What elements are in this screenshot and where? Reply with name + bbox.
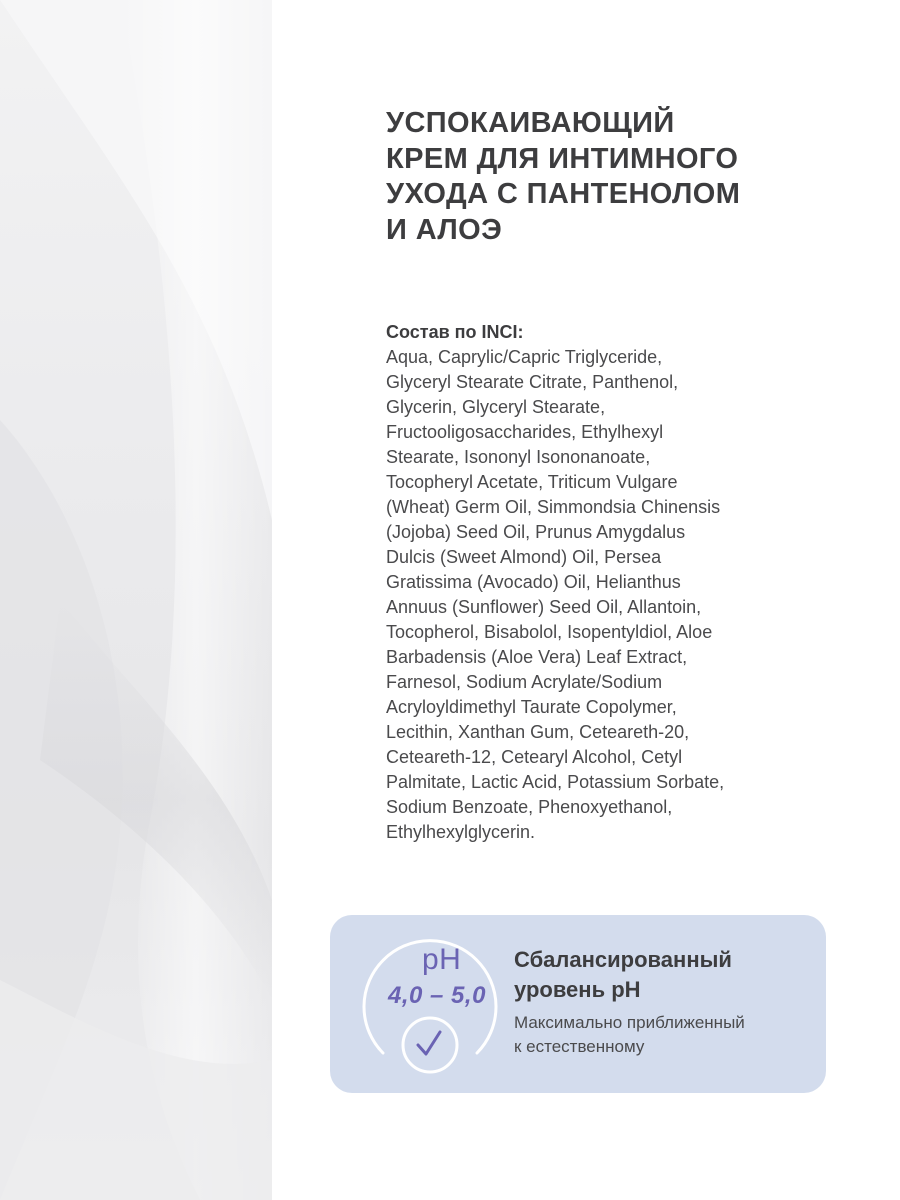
composition-line: Glycerin, Glyceryl Stearate, <box>386 397 606 417</box>
composition-line: Annuus (Sunflower) Seed Oil, Allantoin, <box>386 597 702 617</box>
product-title-line: УСПОКАИВАЮЩИЙ <box>386 107 675 139</box>
composition-line: Gratissima (Avocado) Oil, Helianthus <box>386 572 681 592</box>
product-title <box>386 106 846 248</box>
composition-line: Lecithin, Xanthan Gum, Ceteareth-20, <box>386 722 690 742</box>
composition-line: Barbadensis (Aloe Vera) Leaf Extract, <box>386 647 688 667</box>
composition-line: Glyceryl Stearate Citrate, Panthenol, <box>386 372 679 392</box>
product-title-line: УХОДА С ПАНТЕНОЛОМ <box>386 178 741 210</box>
ph-heading-line: уровень pH <box>514 977 641 1002</box>
ph-description-line: к естественному <box>514 1037 645 1056</box>
product-title-line: КРЕМ ДЛЯ ИНТИМНОГО <box>386 142 739 175</box>
composition-line: Ceteareth-12, Cetearyl Alcohol, Cetyl <box>386 747 683 767</box>
ph-description-line: Максимально приближенный <box>514 1013 745 1032</box>
ph-badge <box>350 915 510 1093</box>
composition-line: Fructooligosaccharides, Ethylhexyl <box>386 422 664 442</box>
check-circle-icon <box>403 1018 457 1072</box>
composition-line: Ethylhexylglycerin. <box>386 822 536 842</box>
cream-texture-panel <box>0 0 272 1200</box>
composition-line: Sodium Benzoate, Phenoxyethanol, <box>386 797 673 817</box>
composition-line: Tocopherol, Bisabolol, Isopentyldiol, Aloe <box>386 622 713 642</box>
composition-text <box>386 345 806 845</box>
composition-line: Tocopheryl Acetate, Triticum Vulgare <box>386 472 678 492</box>
ph-symbol: pH <box>422 943 462 976</box>
composition-line: Acryloyldimethyl Taurate Copolymer, <box>386 697 677 717</box>
ph-heading <box>514 945 732 1005</box>
composition-line: Dulcis (Sweet Almond) Oil, Persea <box>386 547 662 567</box>
composition-line: Aqua, Caprylic/Capric Triglyceride, <box>386 347 663 367</box>
composition-line: Stearate, Isononyl Isononanoate, <box>386 447 651 467</box>
ph-heading-line: Сбалансированный <box>514 947 732 972</box>
cream-texture-image <box>0 0 272 1200</box>
composition-label: Состав по INCI: <box>386 322 524 342</box>
ph-description <box>514 1011 745 1059</box>
composition-line: (Wheat) Germ Oil, Simmondsia Chinensis <box>386 497 721 517</box>
composition-line: Palmitate, Lactic Acid, Potassium Sorbate, <box>386 772 725 792</box>
ph-feature-card <box>330 915 826 1093</box>
ph-range-value: 4,0 – 5,0 <box>388 982 486 1009</box>
composition-line: (Jojoba) Seed Oil, Prunus Amygdalus <box>386 522 686 542</box>
product-title-line: И АЛОЭ <box>386 213 503 246</box>
composition-line: Farnesol, Sodium Acrylate/Sodium <box>386 672 663 692</box>
